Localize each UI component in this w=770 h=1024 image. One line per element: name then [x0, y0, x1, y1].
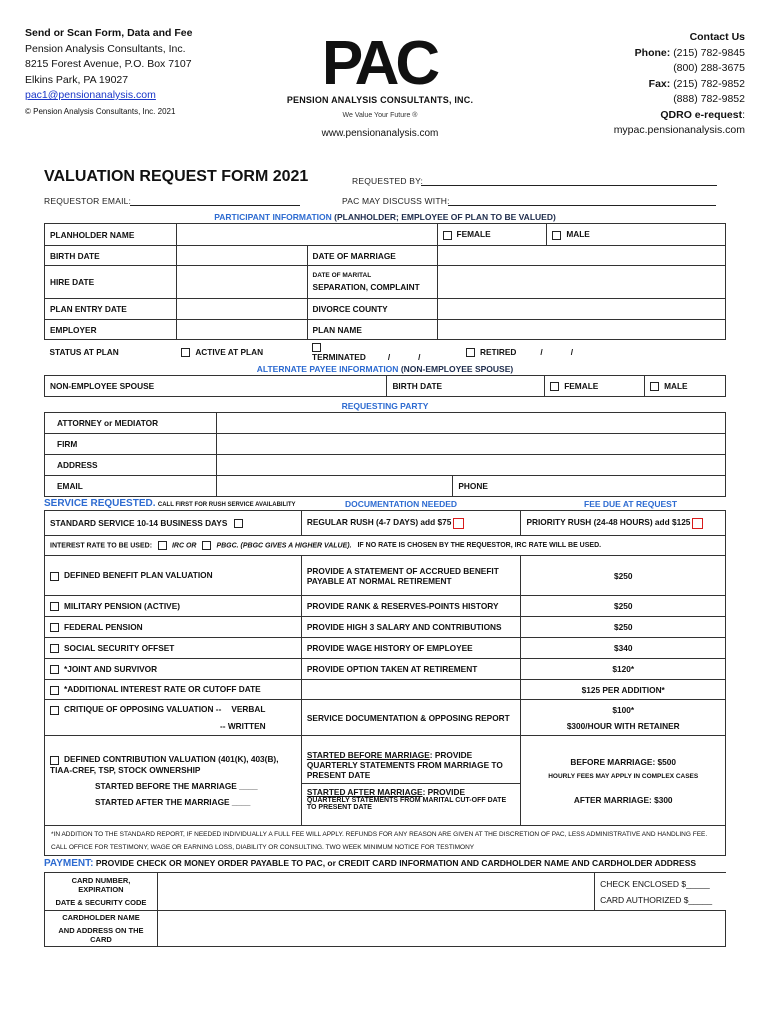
qdro-label: QDRO e-request: [660, 108, 743, 121]
card-authorized[interactable]: CARD AUTHORIZED $_____: [600, 894, 713, 905]
pac-logo: [304, 34, 454, 90]
male-option[interactable]: MALE: [547, 224, 726, 246]
dc-after[interactable]: STARTED AFTER THE MARRIAGE ____: [95, 796, 251, 807]
address-line-2: Elkins Park, PA 19027: [25, 73, 129, 86]
plan-entry-date-label: PLAN ENTRY DATE: [45, 299, 177, 320]
retired-checkbox[interactable]: [466, 348, 475, 357]
critique-fee: $100* $300/HOUR WITH RETAINER: [521, 700, 726, 736]
card-number-field[interactable]: [157, 873, 594, 911]
critique-item[interactable]: CRITIQUE OF OPPOSING VALUATION -- VERBAL -- WRITTEN: [45, 700, 302, 736]
pac-may-discuss-field[interactable]: [448, 205, 716, 206]
service-fee: $120*: [521, 659, 726, 680]
dc-checkbox[interactable]: [50, 756, 59, 765]
service-doc: PROVIDE A STATEMENT OF ACCRUED BENEFIT PAYABLE AT NORMAL RETIREMENT: [301, 556, 521, 596]
fax-1: (215) 782-9852: [673, 77, 745, 90]
planholder-name-field[interactable]: [176, 224, 437, 246]
fax-label: Fax:: [648, 77, 671, 90]
service-doc: PROVIDE OPTION TAKEN AT RETIREMENT: [301, 659, 521, 680]
dc-fee: BEFORE MARRIAGE: $500 HOURLY FEES MAY APPLY IN COMPLEX CASES AFTER MARRIAGE: $300: [521, 736, 726, 826]
service-item[interactable]: *ADDITIONAL INTEREST RATE OR CUTOFF DATE: [45, 680, 302, 700]
hire-date-field[interactable]: [176, 266, 307, 299]
employer-field[interactable]: [176, 320, 307, 340]
service-item[interactable]: FEDERAL PENSION: [45, 617, 302, 638]
participant-heading: PARTICIPANT INFORMATION (PLANHOLDER; EMPLOYEE OF PLAN TO BE VALUED): [214, 212, 556, 222]
check-card-amounts[interactable]: [595, 873, 726, 911]
service-item[interactable]: SOCIAL SECURITY OFFSET: [45, 638, 302, 659]
attorney-field[interactable]: [216, 413, 725, 434]
priority-rush-checkbox[interactable]: [692, 518, 703, 529]
email-field[interactable]: [216, 476, 453, 497]
service-fee: $340: [521, 638, 726, 659]
service-doc: PROVIDE HIGH 3 SALARY AND CONTRIBUTIONS: [301, 617, 521, 638]
payment-heading: PAYMENT: PROVIDE CHECK OR MONEY ORDER PAYABLE TO PAC, or CREDIT CARD INFORMATION AND CARDHOLDER NAME AND CARDHOLDER ADDRESS: [44, 858, 697, 869]
female-option[interactable]: FEMALE: [437, 224, 547, 246]
critique-doc: SERVICE DOCUMENTATION & OPPOSING REPORT: [301, 700, 521, 736]
attorney-label: ATTORNEY or MEDIATOR: [45, 413, 217, 434]
requestor-email-label: REQUESTOR EMAIL:: [44, 196, 132, 206]
requestor-email-field[interactable]: [130, 205, 300, 206]
active-checkbox[interactable]: [181, 348, 190, 357]
dc-item[interactable]: DEFINED CONTRIBUTION VALUATION (401(K), 403(B), TIAA-CREF, TSP, STOCK OWNERSHIP STARTED BEFORE THE MARRIAGE ____ STARTED AFTER THE MARRIAGE ____: [45, 736, 302, 826]
terminated-checkbox[interactable]: [312, 343, 321, 352]
firm-label: FIRM: [45, 434, 217, 455]
documentation-needed-heading: DOCUMENTATION NEEDED: [345, 499, 458, 509]
org-name: Pension Analysis Consultants, Inc.: [25, 42, 186, 55]
address-field[interactable]: [216, 455, 725, 476]
divorce-county-field[interactable]: [437, 299, 726, 320]
date-of-marriage-label: DATE OF MARRIAGE: [307, 246, 437, 266]
spouse-female-option[interactable]: FEMALE: [545, 376, 645, 397]
date-of-marriage-field[interactable]: [437, 246, 726, 266]
dc-before[interactable]: STARTED BEFORE THE MARRIAGE ____: [95, 780, 258, 791]
spouse-birth-date-label: BIRTH DATE: [387, 376, 545, 397]
terminated-option[interactable]: TERMINATED / /: [307, 340, 437, 365]
check-enclosed[interactable]: CHECK ENCLOSED $_____: [600, 878, 710, 889]
dc-doc: STARTED BEFORE MARRIAGE: PROVIDE QUARTERLY STATEMENTS FROM MARRIAGE TO PRESENT DATE STARTED AFTER MARRIAGE: PROVIDE QUARTERLY STATEMENTS FROM MARITAL CUT-OFF DATE TO PRESENT DATE: [301, 736, 521, 826]
firm-field[interactable]: [216, 434, 725, 455]
contact-block: Contact Us Phone: (215) 782-9845 (800) 288-3675 Fax: (215) 782-9852 (888) 782-9852 QDRO e-request: mypac.pensionanalysis.com: [614, 30, 745, 139]
service-item[interactable]: *JOINT AND SURVIVOR: [45, 659, 302, 680]
pac-may-discuss-label: PAC MAY DISCUSS WITH:: [342, 196, 450, 206]
payment-table: [44, 872, 726, 947]
employer-label: EMPLOYER: [45, 320, 177, 340]
plan-name-label: PLAN NAME: [307, 320, 437, 340]
phone-label: PHONE: [458, 481, 488, 491]
priority-rush-option[interactable]: PRIORITY RUSH (24-48 HOURS) add $125: [521, 511, 726, 536]
regular-rush-checkbox[interactable]: [453, 518, 464, 529]
service-item[interactable]: MILITARY PENSION (ACTIVE): [45, 596, 302, 617]
tagline: We Value Your Future ®: [342, 112, 418, 119]
copyright: © Pension Analysis Consultants, Inc. 2021: [25, 106, 176, 116]
separation-label: DATE OF MARITAL SEPARATION, COMPLAINT: [307, 266, 437, 299]
phone-label: Phone:: [634, 46, 671, 59]
critique-checkbox[interactable]: [50, 706, 59, 715]
alternate-payee-table: [44, 375, 726, 397]
service-checkbox[interactable]: [50, 665, 59, 674]
spouse-male-checkbox[interactable]: [650, 382, 659, 391]
service-checkbox[interactable]: [50, 644, 59, 653]
birth-date-field[interactable]: [176, 246, 307, 266]
cardholder-field[interactable]: [157, 911, 725, 947]
address-line-1: 8215 Forest Avenue, P.O. Box 7107: [25, 58, 192, 70]
divorce-county-label: DIVORCE COUNTY: [307, 299, 437, 320]
service-table: [44, 510, 726, 856]
service-checkbox[interactable]: [50, 623, 59, 632]
interest-rate-row: INTEREST RATE TO BE USED: IRC OR PBGC. (PBGC GIVES A HIGHER VALUE). IF NO RATE IS CHOSEN BY THE REQUESTOR, IRC RATE WILL BE USED.: [45, 536, 726, 556]
requested-by-field[interactable]: [421, 185, 717, 186]
irc-checkbox[interactable]: [158, 541, 167, 550]
service-item[interactable]: DEFINED BENEFIT PLAN VALUATION: [45, 556, 302, 596]
alternate-payee-heading: ALTERNATE PAYEE INFORMATION (NON-EMPLOYEE SPOUSE): [256, 364, 514, 374]
cardholder-label: CARDHOLDER NAME AND ADDRESS ON THE CARD: [45, 911, 158, 947]
requesting-party-table: [44, 412, 726, 497]
service-doc: PROVIDE RANK & RESERVES-POINTS HISTORY: [301, 596, 521, 617]
status-at-plan-label: STATUS AT PLAN: [49, 347, 119, 358]
card-number-label: CARD NUMBER, EXPIRATION DATE & SECURITY CODE: [45, 873, 158, 911]
male-checkbox[interactable]: [552, 231, 561, 240]
standard-service-checkbox[interactable]: [234, 519, 243, 528]
contact-title: Contact Us: [689, 31, 745, 43]
planholder-name-label: PLANHOLDER NAME: [45, 224, 177, 246]
active-option[interactable]: ACTIVE AT PLAN: [176, 340, 307, 365]
fee-due-heading: FEE DUE AT REQUEST: [584, 499, 678, 509]
phone-field[interactable]: [453, 476, 726, 497]
email-label: EMAIL: [45, 476, 217, 497]
footnote: *IN ADDITION TO THE STANDARD REPORT, IF NEEDED INDIVIDUALLY A FULL FEE WILL APPLY. REFUNDS FOR ANY REASON ARE GIVEN AT THE DISCRETION OF PAC, LESS ADMINISTRATIVE AND HANDLING FEE. CALL OFFICE FOR TESTIMONY, WAGE OR EARNING LOSS, DIABILITY OR CONSULTING. TWO WEEK MINIMUM NOTICE FOR TESTIMONY: [45, 826, 726, 856]
form-title: VALUATION REQUEST FORM 2021: [44, 168, 309, 185]
service-doc: PROVIDE WAGE HISTORY OF EMPLOYEE: [301, 638, 521, 659]
spouse-female-checkbox[interactable]: [550, 382, 559, 391]
retired-option[interactable]: RETIRED / /: [437, 340, 726, 365]
birth-date-label: BIRTH DATE: [45, 246, 177, 266]
send-title: Send or Scan Form, Data and Fee: [25, 27, 193, 39]
female-checkbox[interactable]: [443, 231, 452, 240]
plan-entry-date-field[interactable]: [176, 299, 307, 320]
service-fee: $250: [521, 596, 726, 617]
fax-2: (888) 782-9852: [673, 93, 745, 105]
logo-text: PAC: [321, 34, 437, 90]
service-fee: $250: [521, 617, 726, 638]
participant-table: [44, 223, 726, 364]
regular-rush-option[interactable]: REGULAR RUSH (4-7 DAYS) add $75: [301, 511, 521, 536]
website: www.pensionanalysis.com: [321, 128, 439, 139]
spouse-label: NON-EMPLOYEE SPOUSE: [45, 376, 387, 397]
pbgc-checkbox[interactable]: [202, 541, 211, 550]
phone-1: (215) 782-9845: [673, 46, 745, 59]
requesting-party-heading: REQUESTING PARTY: [341, 401, 429, 411]
sender-block: [25, 26, 192, 119]
service-checkbox[interactable]: [50, 686, 59, 695]
email-link[interactable]: pac1@pensionanalysis.com: [25, 89, 156, 101]
service-heading: SERVICE REQUESTED. CALL FIRST FOR RUSH SERVICE AVAILABILITY: [44, 498, 296, 509]
phone-2: (800) 288-3675: [673, 62, 745, 74]
qdro-url: mypac.pensionanalysis.com: [613, 124, 745, 136]
standard-service-option[interactable]: STANDARD SERVICE 10-14 BUSINESS DAYS: [45, 511, 302, 536]
hire-date-label: HIRE DATE: [45, 266, 177, 299]
service-fee: $125 PER ADDITION*: [521, 680, 726, 700]
separation-field[interactable]: [437, 266, 726, 299]
logo-company-name: PENSION ANALYSIS CONSULTANTS, INC.: [286, 95, 474, 105]
service-doc: [301, 680, 521, 700]
spouse-male-option[interactable]: MALE: [645, 376, 726, 397]
service-checkbox[interactable]: [50, 602, 59, 611]
address-label: ADDRESS: [45, 455, 217, 476]
plan-name-field[interactable]: [437, 320, 726, 340]
requested-by-label: REQUESTED BY:: [352, 176, 424, 186]
service-fee: $250: [521, 556, 726, 596]
service-checkbox[interactable]: [50, 572, 59, 581]
